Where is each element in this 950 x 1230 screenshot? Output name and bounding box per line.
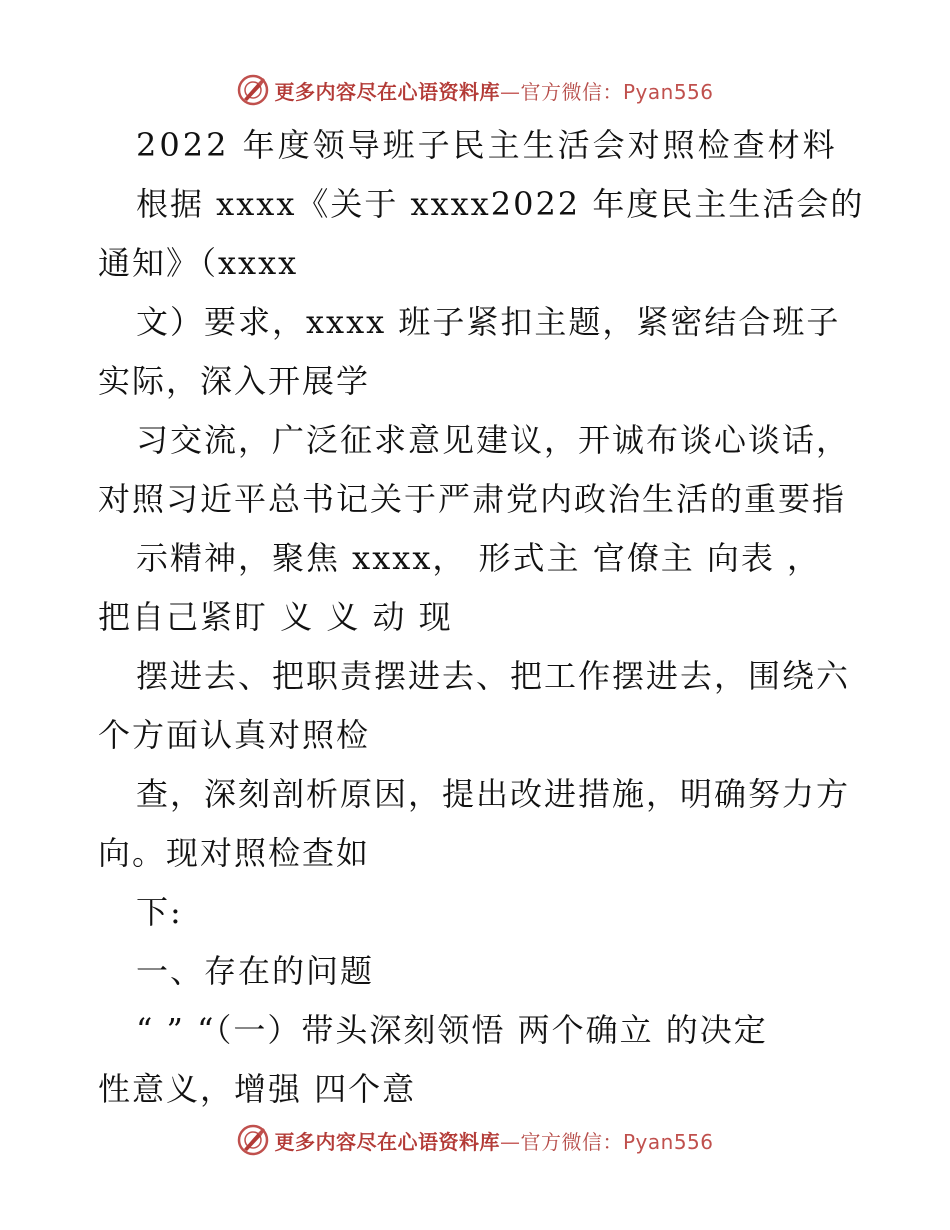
watermark-contact-id: Pyan556 [622,1129,714,1154]
watermark-separator: — [499,79,521,104]
watermark-contact-label: 官方微信： [520,79,623,104]
paragraph-line: 习交流，广泛征求意见建议，开诚布谈心谈话， [136,421,851,459]
paragraph-line: 示精神，聚焦 xxxx， 形式主 官僚主 向表 ， [136,539,822,577]
paragraph-line: 个方面认真对照检 [98,716,371,754]
paragraph-line: 根据 xxxx《关于 xxxx2022 年度民主生活会的 [136,185,865,223]
paragraph-line: 查，深刻剖析原因，提出改进措施，明确努力方 [136,775,851,813]
section-heading: 一、存在的问题 [136,952,375,990]
paragraph-line: 下: [136,893,183,931]
watermark-header [0,68,950,112]
watermark-brand: 更多内容尽在心语资料库 [274,1129,500,1154]
paragraph-line: 向。现对照检查如 [98,834,371,872]
watermark-text [274,1126,713,1155]
paragraph-line: 摆进去、把职责摆进去、把工作摆进去，围绕六 [136,657,851,695]
paragraph-line: 文）要求，xxxx 班子紧扣主题，紧密结合班子 [136,303,841,341]
watermark-separator: — [499,1129,521,1154]
document-body [98,125,868,1128]
watermark-footer [0,1118,950,1162]
pen-nib-circle-icon [236,73,270,107]
paragraph-line: 对照习近平总书记关于严肃党内政治生活的重要指 [98,480,847,518]
paragraph-line: “ ” “（一）带头深刻领悟 两个确立 的决定 [136,1011,768,1049]
paragraph-line: 实际，深入开展学 [98,362,371,400]
paragraph-line: 通知》（xxxx [98,244,299,282]
document-title: 2022 年度领导班子民主生活会对照检查材料 [136,126,838,164]
watermark-contact-label: 官方微信： [520,1129,623,1154]
paragraph-line: 性意义，增强 四个意 [98,1070,417,1108]
paragraph-line: 把自己紧盯 义 义 动 现 [98,598,453,636]
watermark-brand: 更多内容尽在心语资料库 [274,79,500,104]
watermark-contact-id: Pyan556 [622,79,714,104]
watermark-text [274,76,713,105]
pen-nib-circle-icon [236,1123,270,1157]
